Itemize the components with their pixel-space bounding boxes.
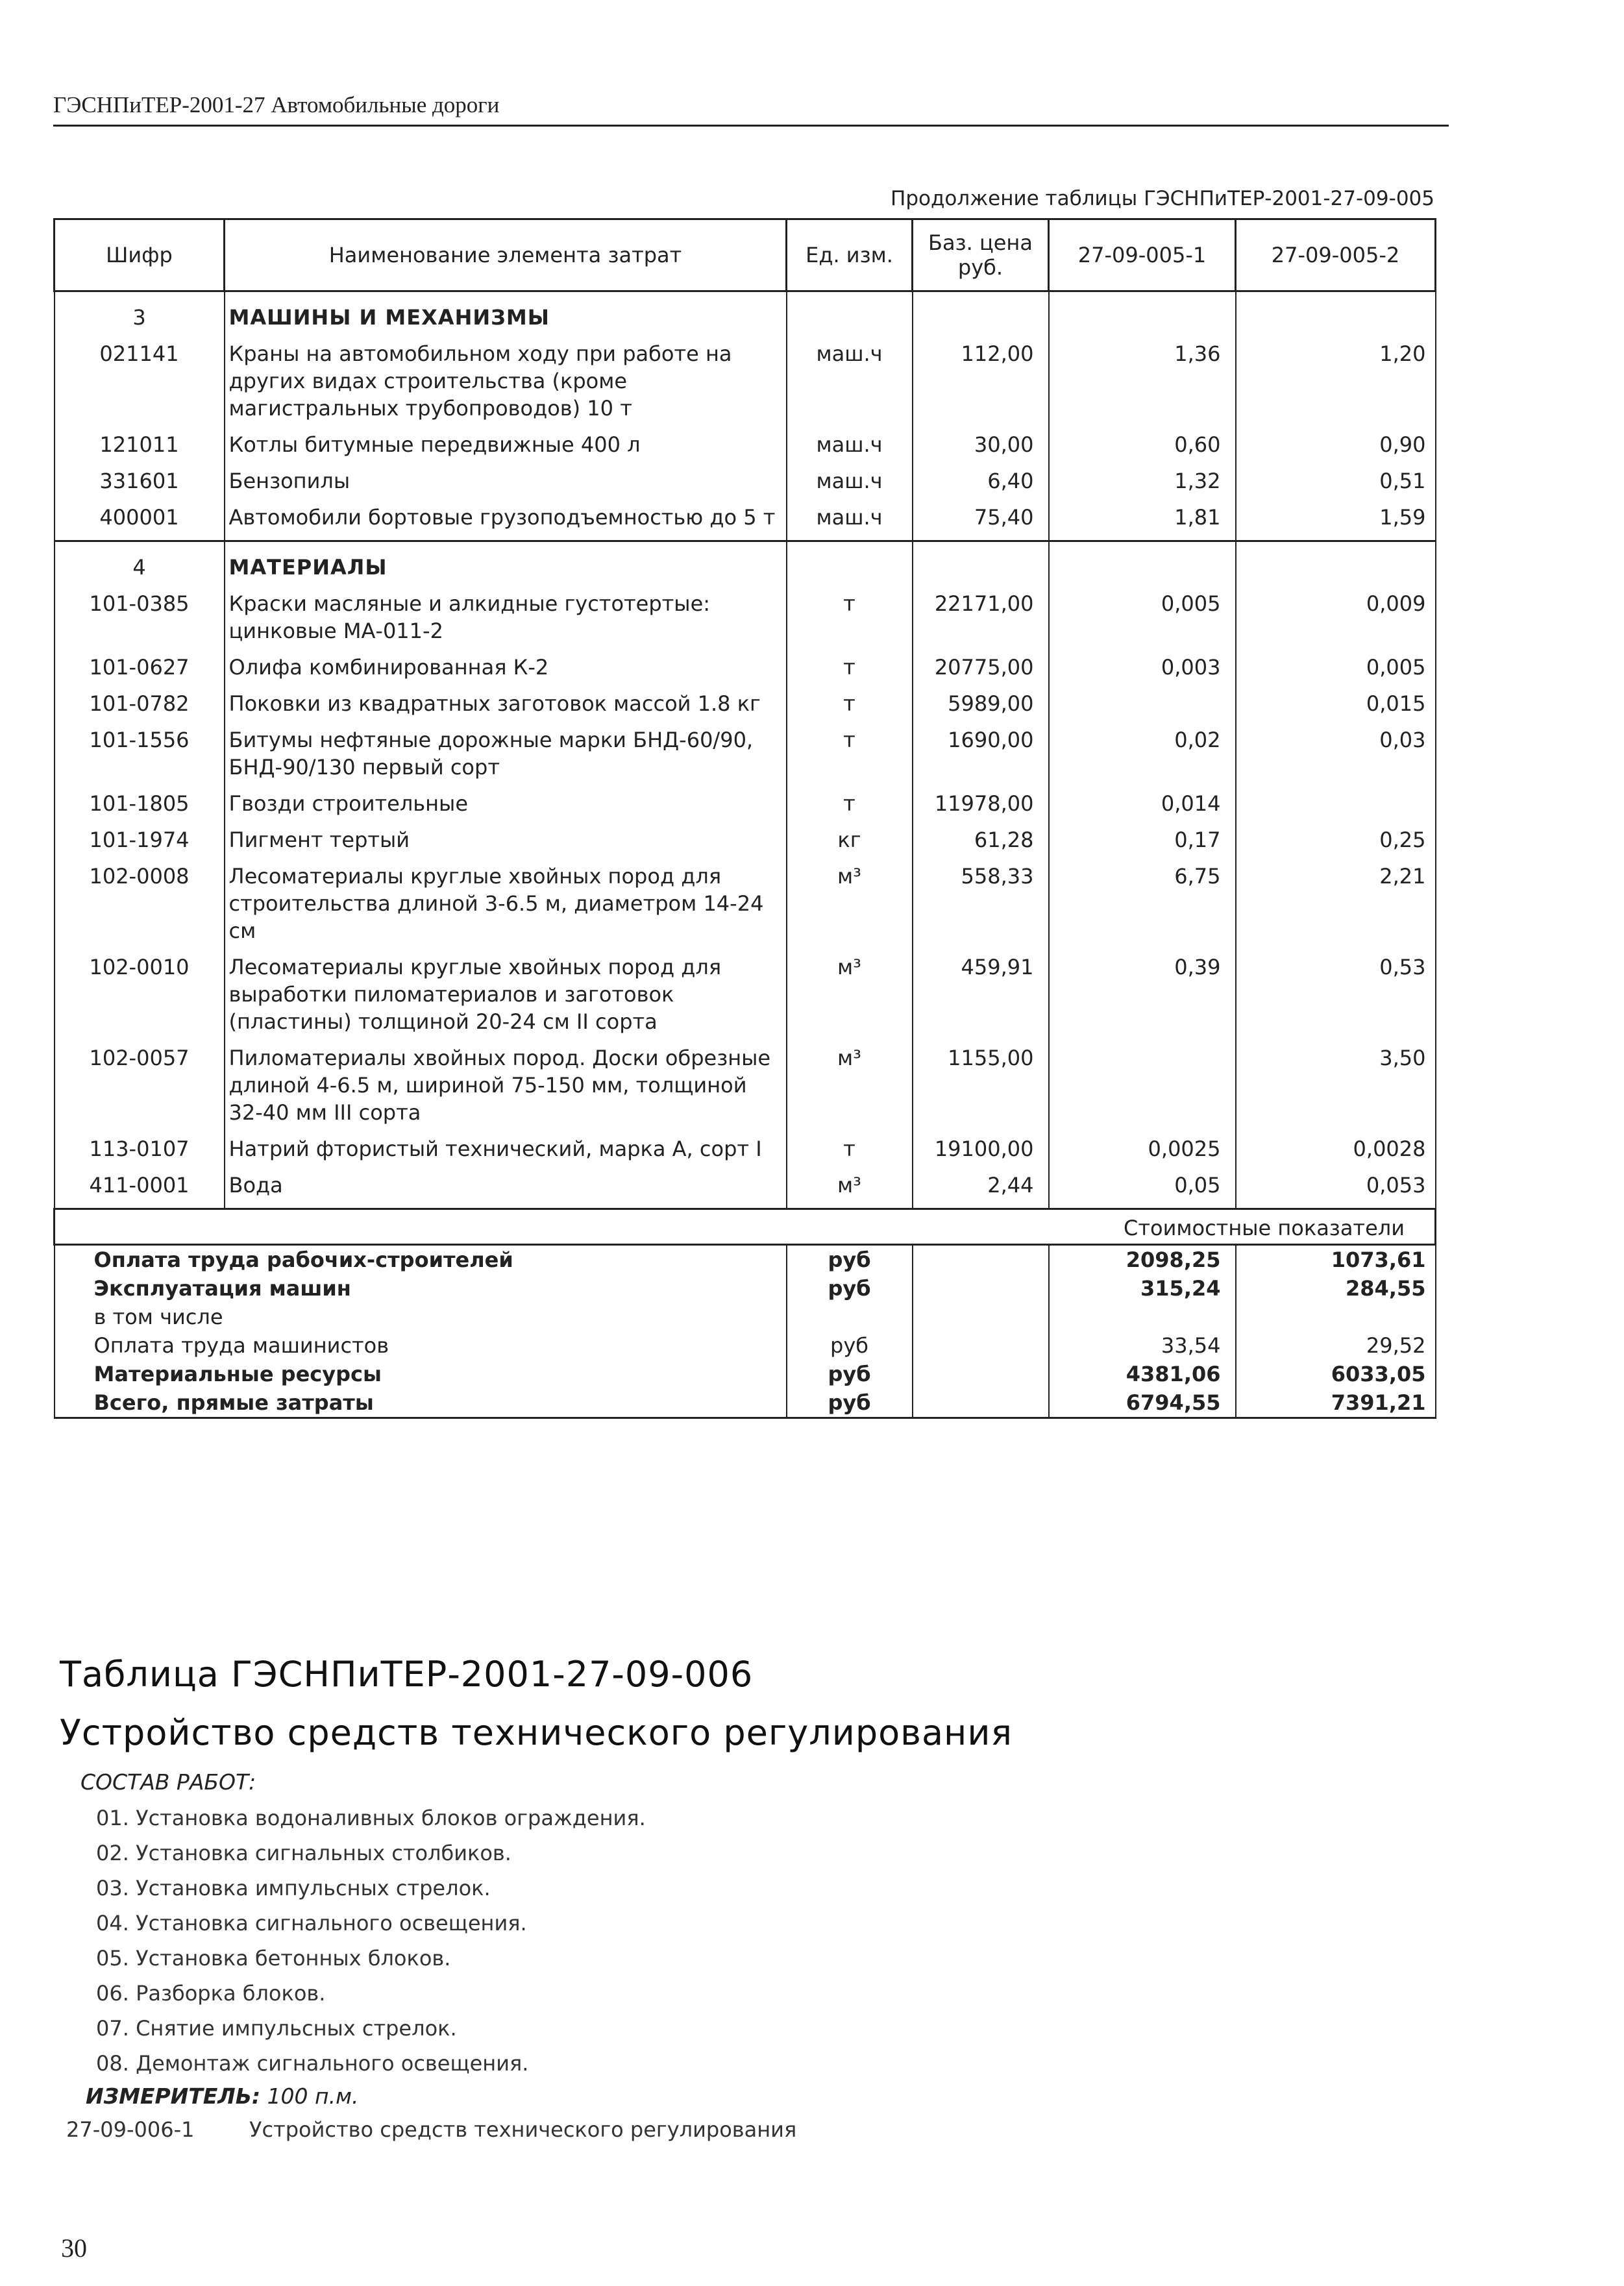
column-header-code: Шифр — [55, 219, 225, 291]
variant-1-value: 0,17 — [1049, 822, 1236, 859]
cost-indicators-header: Стоимостные показатели — [55, 1209, 1436, 1245]
work-item: 02. Установка сигнальных столбиков. — [96, 1841, 511, 1865]
summary-variant-1: 315,24 — [1049, 1274, 1236, 1303]
resource-code: 101-1974 — [55, 822, 225, 859]
variant-2-value: 2,21 — [1236, 859, 1436, 950]
resource-unit: маш.ч — [787, 463, 913, 500]
variant-2-value: 3,50 — [1236, 1040, 1436, 1131]
column-header-variant-1: 27-09-005-1 — [1049, 219, 1236, 291]
base-price: 5989,00 — [913, 686, 1049, 722]
summary-variant-1: 6794,55 — [1049, 1388, 1236, 1418]
empty-cell — [913, 1360, 1049, 1388]
summary-row — [55, 1360, 1436, 1388]
next-table-subtitle: Устройство средств технического регулирования — [60, 1712, 1013, 1753]
work-item: 06. Разборка блоков. — [96, 1981, 326, 2006]
table-row — [55, 500, 1436, 541]
empty-cell — [913, 1388, 1049, 1418]
materials-section — [55, 541, 1436, 1209]
base-price: 1690,00 — [913, 722, 1049, 786]
variant-1-value: 0,05 — [1049, 1168, 1236, 1209]
section-number: 4 — [55, 541, 225, 587]
measure-line — [86, 2083, 359, 2109]
summary-label: Материальные ресурсы — [55, 1360, 787, 1388]
resource-name: Натрий фтористый технический, марка А, сорт I — [225, 1131, 787, 1168]
summary-unit — [787, 1303, 913, 1331]
variant-1-value: 1,36 — [1049, 336, 1236, 427]
table-row — [55, 859, 1436, 950]
resource-code: 102-0057 — [55, 1040, 225, 1131]
summary-label: Оплата труда рабочих-строителей — [55, 1245, 787, 1275]
resource-code: 101-1556 — [55, 722, 225, 786]
resource-unit: м³ — [787, 1040, 913, 1131]
summary-row — [55, 1331, 1436, 1360]
norm-name: Устройство средств технического регулирования — [249, 2117, 797, 2142]
resource-name: Вода — [225, 1168, 787, 1209]
column-header-variant-2: 27-09-005-2 — [1236, 219, 1436, 291]
summary-variant-2: 284,55 — [1236, 1274, 1436, 1303]
resource-unit: т — [787, 586, 913, 650]
work-item: 01. Установка водоналивных блоков ограждения. — [96, 1806, 646, 1830]
summary-row — [55, 1245, 1436, 1275]
variant-2-value: 0,51 — [1236, 463, 1436, 500]
summary-variant-2 — [1236, 1303, 1436, 1331]
variant-1-value: 1,32 — [1049, 463, 1236, 500]
table-row — [55, 786, 1436, 822]
table-header-row — [55, 219, 1436, 291]
base-price: 61,28 — [913, 822, 1049, 859]
table-row — [55, 1168, 1436, 1209]
page-number: 30 — [61, 2233, 87, 2263]
variant-1-value: 0,005 — [1049, 586, 1236, 650]
variant-1-value: 0,02 — [1049, 722, 1236, 786]
resource-code: 102-0008 — [55, 859, 225, 950]
summary-variant-2: 1073,61 — [1236, 1245, 1436, 1275]
resource-unit: м³ — [787, 859, 913, 950]
column-header-name: Наименование элемента затрат — [225, 219, 787, 291]
resource-unit: маш.ч — [787, 500, 913, 541]
resource-unit: маш.ч — [787, 336, 913, 427]
summary-row — [55, 1303, 1436, 1331]
table-row — [55, 336, 1436, 427]
resource-name: Гвозди строительные — [225, 786, 787, 822]
empty-cell — [913, 1303, 1049, 1331]
variant-2-value: 0,053 — [1236, 1168, 1436, 1209]
resource-name: Бензопилы — [225, 463, 787, 500]
resource-name: Краны на автомобильном ходу при работе на других видах строительства (кроме магистральных трубопроводов) 10 т — [225, 336, 787, 427]
norm-reference-row — [66, 2117, 796, 2142]
resource-unit: т — [787, 686, 913, 722]
section-title: МАТЕРИАЛЫ — [225, 541, 787, 587]
summary-label: Всего, прямые затраты — [55, 1388, 787, 1418]
variant-1-value: 0,0025 — [1049, 1131, 1236, 1168]
base-price: 558,33 — [913, 859, 1049, 950]
base-price: 1155,00 — [913, 1040, 1049, 1131]
resource-unit: т — [787, 786, 913, 822]
base-price: 11978,00 — [913, 786, 1049, 822]
work-item: 05. Установка бетонных блоков. — [96, 1946, 451, 1971]
cost-summary — [55, 1209, 1436, 1418]
summary-variant-1: 2098,25 — [1049, 1245, 1236, 1275]
resource-code: 021141 — [55, 336, 225, 427]
variant-2-value — [1236, 786, 1436, 822]
empty-cell — [1236, 541, 1436, 587]
resource-code: 101-0782 — [55, 686, 225, 722]
variant-2-value: 0,90 — [1236, 427, 1436, 463]
section-header-row — [55, 541, 1436, 587]
empty-cell — [1236, 291, 1436, 337]
resource-name: Лесоматериалы круглые хвойных пород для выработки пиломатериалов и заготовок (пластины) толщиной 20-24 см II сорта — [225, 950, 787, 1040]
variant-1-value: 0,39 — [1049, 950, 1236, 1040]
summary-unit: руб — [787, 1274, 913, 1303]
table-continuation-note: Продолжение таблицы ГЭСНПиТЕР-2001-27-09-005 — [891, 187, 1434, 210]
works-heading: СОСТАВ РАБОТ: — [80, 1769, 256, 1795]
resource-name: Лесоматериалы круглые хвойных пород для строительства длиной 3-6.5 м, диаметром 14-24 см — [225, 859, 787, 950]
variant-2-value: 0,009 — [1236, 586, 1436, 650]
table-row — [55, 650, 1436, 686]
resource-code: 113-0107 — [55, 1131, 225, 1168]
table-row — [55, 822, 1436, 859]
work-item: 08. Демонтаж сигнального освещения. — [96, 2051, 529, 2076]
summary-row — [55, 1274, 1436, 1303]
cost-indicators-header-row — [55, 1209, 1436, 1245]
empty-cell — [1049, 541, 1236, 587]
variant-1-value: 0,003 — [1049, 650, 1236, 686]
resource-name: Битумы нефтяные дорожные марки БНД-60/90, БНД-90/130 первый сорт — [225, 722, 787, 786]
resource-code: 121011 — [55, 427, 225, 463]
variant-2-value: 1,20 — [1236, 336, 1436, 427]
table-row — [55, 1040, 1436, 1131]
variant-2-value: 0,0028 — [1236, 1131, 1436, 1168]
resource-name: Автомобили бортовые грузоподъемностью до 5 т — [225, 500, 787, 541]
resource-name: Поковки из квадратных заготовок массой 1.8 кг — [225, 686, 787, 722]
variant-2-value: 0,03 — [1236, 722, 1436, 786]
resource-code: 331601 — [55, 463, 225, 500]
variant-1-value: 0,60 — [1049, 427, 1236, 463]
table-row — [55, 686, 1436, 722]
base-price: 6,40 — [913, 463, 1049, 500]
next-table-title: Таблица ГЭСНПиТЕР-2001-27-09-006 — [60, 1654, 754, 1695]
resource-code: 102-0010 — [55, 950, 225, 1040]
summary-label: Оплата труда машинистов — [55, 1331, 787, 1360]
base-price: 459,91 — [913, 950, 1049, 1040]
variant-2-value: 0,005 — [1236, 650, 1436, 686]
resource-unit: т — [787, 650, 913, 686]
summary-unit: руб — [787, 1388, 913, 1418]
measure-label: ИЗМЕРИТЕЛЬ: — [86, 2083, 261, 2109]
resource-unit: м³ — [787, 1168, 913, 1209]
resource-name: Олифа комбинированная К-2 — [225, 650, 787, 686]
resource-unit: маш.ч — [787, 427, 913, 463]
summary-variant-1: 4381,06 — [1049, 1360, 1236, 1388]
work-item: 04. Установка сигнального освещения. — [96, 1911, 527, 1936]
summary-variant-2: 29,52 — [1236, 1331, 1436, 1360]
base-price: 30,00 — [913, 427, 1049, 463]
summary-label: Эксплуатация машин — [55, 1274, 787, 1303]
running-header: ГЭСНПиТЕР-2001-27 Автомобильные дороги — [53, 92, 500, 117]
machines-section — [55, 291, 1436, 541]
variant-1-value: 6,75 — [1049, 859, 1236, 950]
works-list — [96, 1801, 646, 2081]
variant-2-value: 0,015 — [1236, 686, 1436, 722]
work-item: 03. Установка импульсных стрелок. — [96, 1876, 491, 1900]
base-price: 19100,00 — [913, 1131, 1049, 1168]
base-price: 75,40 — [913, 500, 1049, 541]
norm-code: 27-09-006-1 — [66, 2117, 195, 2142]
summary-label: в том числе — [55, 1303, 787, 1331]
variant-2-value: 0,53 — [1236, 950, 1436, 1040]
summary-unit: руб — [787, 1360, 913, 1388]
table-row — [55, 427, 1436, 463]
variant-2-value: 1,59 — [1236, 500, 1436, 541]
resource-name: Краски масляные и алкидные густотертые: цинковые МА-011-2 — [225, 586, 787, 650]
column-header-price: Баз. цена руб. — [913, 219, 1049, 291]
table-row — [55, 1131, 1436, 1168]
variant-1-value — [1049, 686, 1236, 722]
table-row — [55, 463, 1436, 500]
resource-name: Котлы битумные передвижные 400 л — [225, 427, 787, 463]
summary-variant-1: 33,54 — [1049, 1331, 1236, 1360]
empty-cell — [913, 1331, 1049, 1360]
table-row — [55, 586, 1436, 650]
resource-code: 101-0627 — [55, 650, 225, 686]
empty-cell — [787, 541, 913, 587]
column-header-unit: Ед. изм. — [787, 219, 913, 291]
empty-cell — [913, 541, 1049, 587]
summary-row — [55, 1388, 1436, 1418]
section-title: МАШИНЫ И МЕХАНИЗМЫ — [225, 291, 787, 337]
summary-unit: руб — [787, 1245, 913, 1275]
summary-variant-2: 6033,05 — [1236, 1360, 1436, 1388]
measure-value: 100 п.м. — [267, 2083, 359, 2109]
resource-unit: т — [787, 1131, 913, 1168]
base-price: 2,44 — [913, 1168, 1049, 1209]
resource-code: 101-1805 — [55, 786, 225, 822]
empty-cell — [787, 291, 913, 337]
resource-code: 400001 — [55, 500, 225, 541]
resource-code: 101-0385 — [55, 586, 225, 650]
empty-cell — [1049, 291, 1236, 337]
resource-name: Пиломатериалы хвойных пород. Доски обрезные длиной 4-6.5 м, шириной 75-150 мм, толщиной 32-40 мм III сорта — [225, 1040, 787, 1131]
resource-table — [53, 218, 1436, 1419]
variant-1-value: 0,014 — [1049, 786, 1236, 822]
work-item: 07. Снятие импульсных стрелок. — [96, 2016, 457, 2041]
resource-unit: м³ — [787, 950, 913, 1040]
summary-variant-2: 7391,21 — [1236, 1388, 1436, 1418]
empty-cell — [913, 1245, 1049, 1275]
resource-name: Пигмент тертый — [225, 822, 787, 859]
empty-cell — [913, 291, 1049, 337]
section-header-row — [55, 291, 1436, 337]
base-price: 22171,00 — [913, 586, 1049, 650]
resource-unit: кг — [787, 822, 913, 859]
variant-1-value: 1,81 — [1049, 500, 1236, 541]
summary-variant-1 — [1049, 1303, 1236, 1331]
empty-cell — [913, 1274, 1049, 1303]
table-row — [55, 722, 1436, 786]
summary-unit: руб — [787, 1331, 913, 1360]
variant-1-value — [1049, 1040, 1236, 1131]
resource-code: 411-0001 — [55, 1168, 225, 1209]
variant-2-value: 0,25 — [1236, 822, 1436, 859]
base-price: 112,00 — [913, 336, 1049, 427]
header-rule — [53, 125, 1449, 127]
resource-unit: т — [787, 722, 913, 786]
base-price: 20775,00 — [913, 650, 1049, 686]
section-number: 3 — [55, 291, 225, 337]
table-row — [55, 950, 1436, 1040]
